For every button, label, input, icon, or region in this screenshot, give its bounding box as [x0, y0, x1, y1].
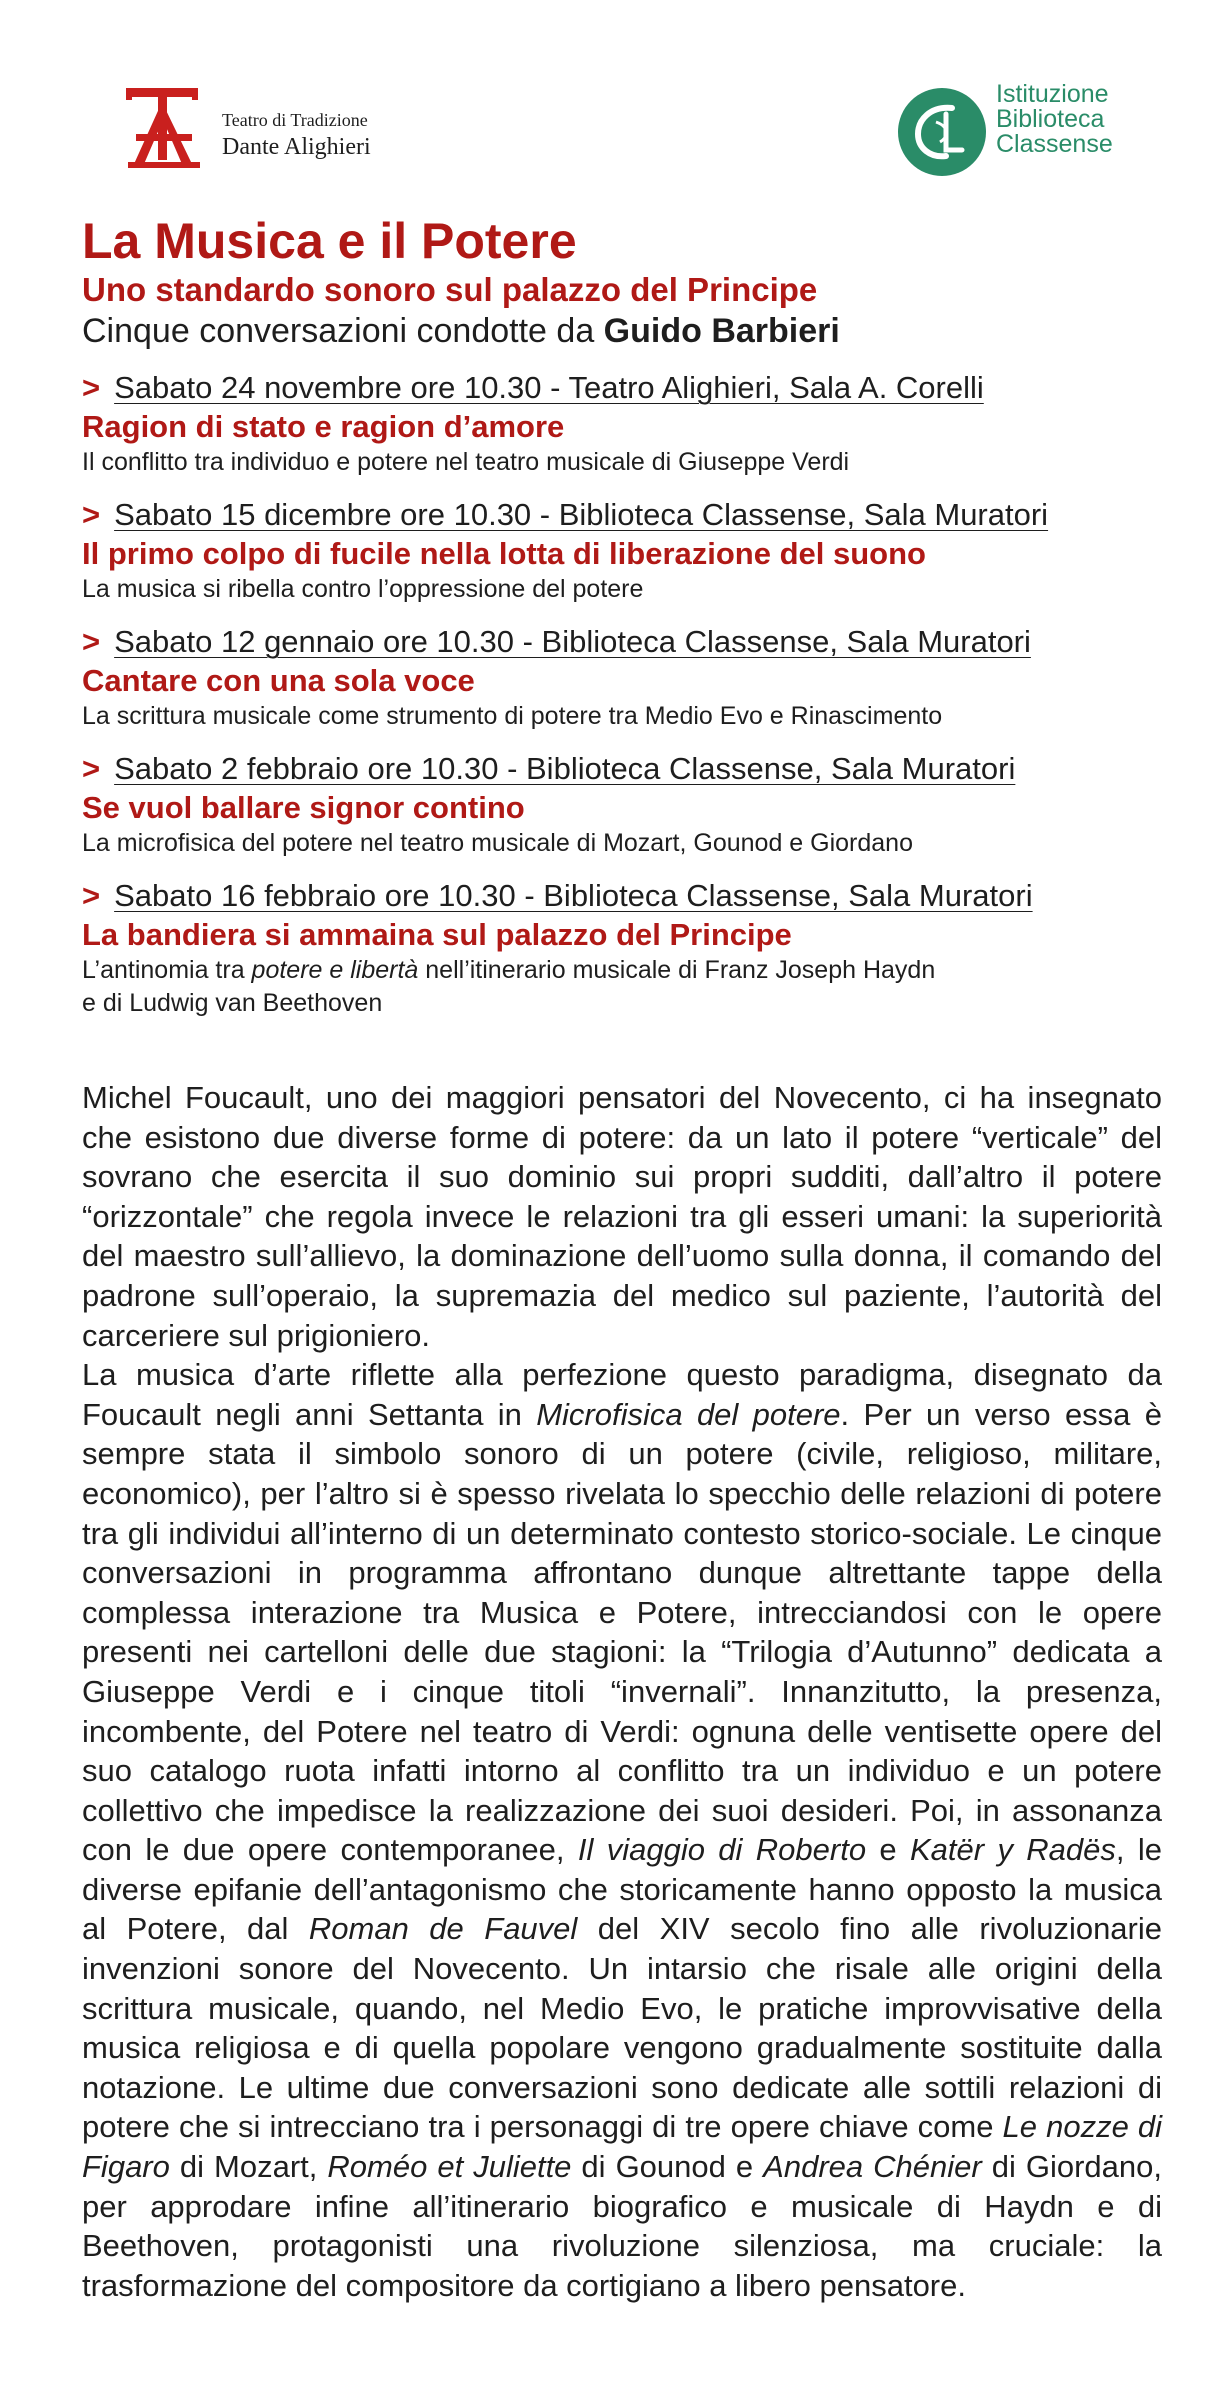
body-text-run: del XIV secolo fino alle rivoluzionarie invenzioni sonore del Novecento. Un intarsio che risale alle origini della scrittura musicale, quando, nel Medio Evo, le pratiche improvvisative della musica religiosa e di quella popolare vengono gradualmente sostituite dalla notazione. Le ultime due conversazioni sono dedicate alle sottili relazioni di potere che si intrecciano tra i personaggi di tre opere chiave come: [82, 1911, 1163, 2145]
desc-text-line2: e di Ludwig van Beethoven: [82, 989, 383, 1017]
event-date: Sabato 16 febbraio ore 10.30 - Biblioteca Classense, Sala Muratori: [114, 878, 1033, 913]
conduct-line: [82, 310, 1162, 352]
event-description: Il conflitto tra individuo e potere nel teatro musicale di Giuseppe Verdi: [82, 448, 850, 476]
biblioteca-emblem-icon: [896, 86, 988, 178]
biblioteca-line3: Classense: [996, 130, 1113, 158]
event-title: Cantare con una sola voce: [82, 663, 475, 698]
event-description: La microfisica del potere nel teatro musicale di Mozart, Gounod e Giordano: [82, 829, 913, 857]
biblioteca-logo: [896, 82, 1136, 182]
work-title: Katër y Radës: [910, 1832, 1116, 1868]
event-title: La bandiera si ammaina sul palazzo del Principe: [82, 917, 792, 952]
body-paragraph-1: Michel Foucault, uno dei maggiori pensatori del Novecento, ci ha insegnato che esistono due diverse forme di potere: da un lato il potere “verticale” del sovrano che esercita il suo dominio sui propri sudditi, dall’altro il potere “orizzontale” che regola invece le relazioni tra gli esseri umani: la superiorità del maestro sull’allievo, la dominazione dell’uomo sulla donna, il comando del padrone sull’operaio, la supremazia del medico sul paziente, l’autorità del carceriere sul prigioniero.: [82, 1080, 1162, 1353]
body-text-run: , le diverse epifanie dell’antagonismo che storicamente hanno opposto la musica al Potere, dal: [82, 1832, 1162, 1947]
event-description: La scrittura musicale come strumento di potere tra Medio Evo e Rinascimento: [82, 702, 943, 730]
body-text-run: La musica d’arte riflette alla perfezione questo paradigma, disegnato da Foucault negli anni Settanta in: [82, 1357, 1162, 1432]
body-text: [82, 1078, 1162, 2305]
event-title: Se vuol ballare signor contino: [82, 790, 525, 825]
body-text-run: e: [866, 1832, 910, 1868]
event-description: La musica si ribella contro l’oppressione del potere: [82, 575, 644, 603]
biblioteca-line2: Biblioteca: [996, 105, 1105, 133]
desc-text: L’antinomia tra: [82, 956, 252, 984]
event-date: Sabato 15 dicembre ore 10.30 - Biblioteca Classense, Sala Muratori: [114, 497, 1049, 532]
event-title: Il primo colpo di fucile nella lotta di liberazione del suono: [82, 536, 926, 571]
teatro-name-line1: Teatro di Tradizione: [222, 110, 368, 130]
arrow-icon: >: [82, 624, 101, 659]
event-title: Ragion di stato e ragion d’amore: [82, 409, 565, 444]
event-4: [82, 749, 1162, 860]
teatro-logo: [122, 84, 422, 174]
body-text-run: di Gounod e: [571, 2149, 764, 2185]
arrow-icon: >: [82, 751, 101, 786]
event-date: Sabato 12 gennaio ore 10.30 - Biblioteca Classense, Sala Muratori: [114, 624, 1031, 659]
work-title: Roman de Fauvel: [308, 1911, 578, 1947]
event-2: [82, 495, 1162, 606]
desc-text: nell’itinerario musicale di Franz Joseph Haydn: [418, 956, 936, 984]
desc-italic: potere e libertà: [251, 956, 419, 984]
event-date: Sabato 24 novembre ore 10.30 - Teatro Alighieri, Sala A. Corelli: [114, 370, 984, 405]
conduct-prefix: Cinque conversazioni condotte da: [82, 312, 604, 350]
arrow-icon: >: [82, 370, 101, 405]
arrow-icon: >: [82, 497, 101, 532]
header: [0, 0, 1208, 200]
work-title: Andrea Chénier: [763, 2149, 982, 2185]
body-text-run: di Mozart,: [169, 2149, 328, 2185]
event-description: [82, 954, 1162, 1020]
page-subtitle: Uno standardo sonoro sul palazzo del Principe: [82, 271, 818, 308]
teatro-name-line2: Dante Alighieri: [222, 134, 371, 160]
biblioteca-line1: Istituzione: [996, 80, 1109, 108]
event-5: [82, 876, 1162, 1020]
body-text-run: . Per un verso essa è sempre stata il simbolo sonoro di un potere (civile, religioso, militare, economico), per l’altro si è spesso rivelata lo specchio delle relazioni di potere tra gli individui all’interno di un determinato contesto storico-sociale. Le cinque conversazioni in programma affrontano dunque altrettante tappe della complessa interazione tra Musica e Potere, intrecciandosi con le opere presenti nei cartelloni delle due stagioni: la “Trilogia d’Autunno” dedicata a Giuseppe Verdi e i cinque titoli “invernali”. Innanzitutto, la presenza, incombente, del Potere nel teatro di Verdi: ognuna delle ventisette opere del suo catalogo ruota infatti intorno al conflitto tra un individuo e un potere collettivo che impedisce la realizzazione dei suoi desideri. Poi, in assonanza con le due opere contemporanee,: [82, 1396, 1162, 1868]
event-3: [82, 622, 1162, 733]
teatro-monogram-icon: [122, 84, 206, 172]
body-text-run: di Giordano, per approdare infine all’itinerario biografico e musicale di Haydn e di Beethoven, protagonisti una rivoluzione silenziosa, ma cruciale: la trasformazione del compositore da cortigiano a libero pensatore.: [82, 2149, 1162, 2303]
arrow-icon: >: [82, 878, 101, 913]
event-1: [82, 368, 1162, 479]
work-title: Il viaggio di Roberto: [577, 1832, 867, 1868]
event-date: Sabato 2 febbraio ore 10.30 - Biblioteca Classense, Sala Muratori: [114, 751, 1016, 786]
work-title: Le nozze di Figaro: [82, 2109, 1163, 2185]
conductor-name: Guido Barbieri: [603, 312, 840, 350]
work-title: Roméo et Juliette: [327, 2149, 572, 2185]
page-title: La Musica e il Potere: [82, 213, 577, 269]
work-title: Microfisica del potere: [536, 1396, 841, 1432]
document-content: [82, 212, 1162, 2305]
body-paragraph-2: [82, 1355, 1162, 2305]
